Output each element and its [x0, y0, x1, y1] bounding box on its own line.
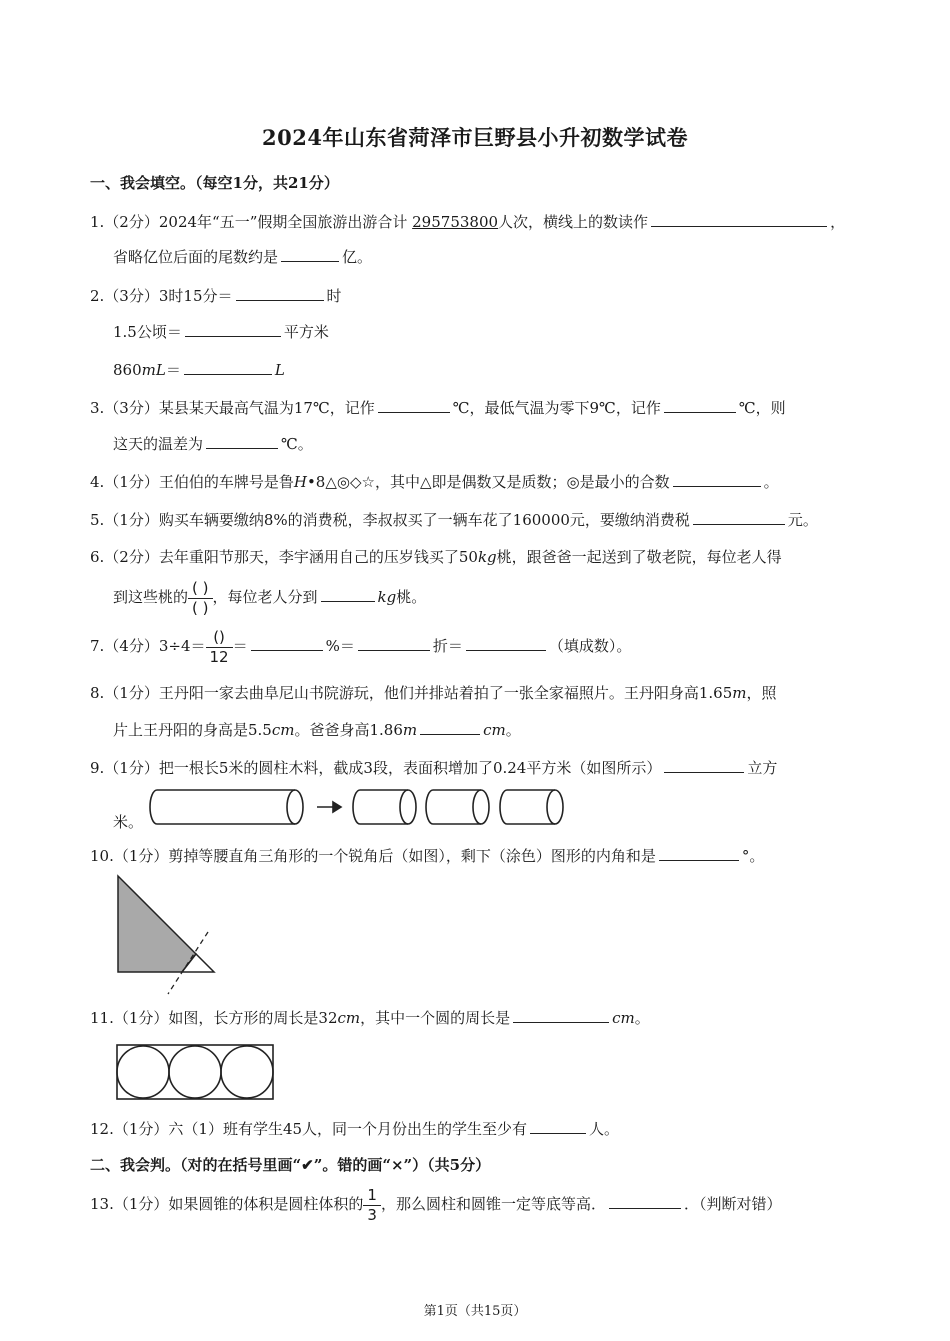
q7-answer-blank-2[interactable]	[358, 634, 430, 651]
q6-unit-kg-1: kg	[477, 548, 497, 566]
question-1-line-2	[113, 245, 372, 268]
q9-answer-blank[interactable]	[664, 756, 744, 773]
q5-text-1: 5.（1分）购买车辆要缴纳8%的消费税，李叔叔买了一辆车花了160000元，要缴纳消费税	[90, 511, 690, 529]
question-3-line-2	[113, 432, 313, 455]
question-8-line-2	[113, 718, 521, 741]
q3-text-3: ℃，则	[738, 399, 786, 417]
q2-text-2: 1.5公顷＝	[113, 323, 182, 341]
q5-end: 元。	[787, 511, 818, 529]
arrow-icon	[317, 802, 341, 812]
q7-end: （填成数）。	[548, 637, 632, 655]
page-footer: 第1页（共15页）	[423, 1304, 527, 1319]
circle-1	[117, 1046, 169, 1098]
q11-text-1: 11.（1分）如图，长方形的周长是32	[90, 1009, 338, 1027]
q11-unit-cm-1: cm	[337, 1009, 361, 1027]
question-2-line-2	[113, 320, 329, 343]
q2-text-1: 2.（3分）3时15分＝	[90, 287, 233, 305]
q2-unit-1: 时	[326, 287, 342, 305]
q8-answer-blank[interactable]	[420, 718, 480, 735]
question-11	[90, 1006, 650, 1029]
q7-answer-blank-1[interactable]	[251, 634, 323, 651]
q13-fraction	[363, 1186, 381, 1225]
q2-text-3: 860	[113, 361, 142, 379]
cylinder-cut-diagram	[145, 786, 575, 830]
section-1-heading: 一、我会填空。（每空1分，共21分）	[90, 174, 339, 192]
q11-answer-blank[interactable]	[513, 1006, 609, 1023]
question-8	[90, 682, 777, 704]
q7-frac-numerator[interactable]: ()	[206, 628, 233, 648]
q1-answer-blank-2[interactable]	[281, 245, 339, 262]
question-6	[90, 546, 782, 568]
q10-text-1: 10.（1分）剪掉等腰直角三角形的一个锐角后（如图），剩下（涂色）图形的内角和是	[90, 847, 656, 865]
q6-answer-blank[interactable]	[321, 585, 375, 602]
q8-unit-cm-1: cm	[271, 721, 295, 739]
q10-end: °。	[741, 847, 765, 865]
q8-text-2: ，照	[746, 684, 777, 702]
q7-zhe: 折＝	[432, 637, 463, 655]
q1-text-2: 人次，横线上的数读作	[498, 213, 649, 231]
q6-end: 桃。	[396, 588, 427, 606]
question-2	[90, 284, 342, 307]
q6-fraction	[188, 579, 212, 618]
q4-end: 。	[763, 473, 779, 491]
question-2-line-3	[113, 358, 285, 381]
q3-text-1: 3.（3分）某县某天最高气温为17℃，记作	[90, 399, 375, 417]
q11-end: 。	[634, 1009, 650, 1027]
short-cylinder-figure-3	[500, 790, 563, 824]
q12-answer-blank[interactable]	[530, 1117, 586, 1134]
q13-text-2: ，那么圆柱和圆锥一定等底等高．	[380, 1195, 606, 1213]
q4-text-2: •8△◎◇☆，其中△即是偶数又是质数；◎是最小的合数	[306, 473, 670, 491]
q12-text-1: 12.（1分）六（1）班有学生45人，同一个月份出生的学生至少有	[90, 1120, 528, 1138]
rectangle-circles-diagram	[116, 1044, 276, 1102]
q7-fraction	[206, 628, 233, 667]
q2-unit-ml: mL	[141, 361, 166, 379]
q8-end: 。	[505, 721, 521, 739]
q7-pct: %＝	[325, 637, 355, 655]
q8-unit-m-2: m	[402, 721, 418, 739]
q6-frac-denominator[interactable]: ( )	[192, 598, 209, 617]
q8-text-1: 8.（1分）王丹阳一家去曲阜尼山书院游玩，他们并排站着拍了一张全家福照片。王丹阳身高1.65	[90, 684, 733, 702]
q6-text-2: 桃，跟爸爸一起送到了敬老院，每位老人得	[496, 548, 782, 566]
q2-unit-l: L	[274, 361, 285, 379]
q7-text-1: 7.（4分）3÷4＝	[90, 637, 206, 655]
q7-answer-blank-3[interactable]	[466, 634, 546, 651]
q2-answer-blank-1[interactable]	[236, 284, 324, 301]
q6-text-1: 6.（2分）去年重阳节那天，李宇涵用自己的压岁钱买了50	[90, 548, 478, 566]
cut-triangle-diagram	[110, 872, 220, 998]
q2-answer-blank-2[interactable]	[185, 320, 281, 337]
q8-unit-m-1: m	[732, 684, 747, 702]
q8-unit-cm-2: cm	[483, 721, 506, 739]
q1-text-4: 亿。	[342, 248, 373, 266]
q1-number: 295753800	[412, 213, 499, 231]
q3-text-5: ℃。	[281, 435, 313, 453]
short-cylinder-figure-2	[426, 790, 489, 824]
question-3	[90, 396, 786, 419]
q3-answer-blank-1[interactable]	[378, 396, 450, 413]
q1-text-3: 省略亿位后面的尾数约是	[113, 248, 279, 266]
question-1	[90, 210, 845, 233]
q13-frac-numerator: 1	[363, 1186, 381, 1206]
q13-end: ．（判断对错）	[683, 1195, 782, 1213]
question-5	[90, 508, 818, 531]
outer-rectangle	[117, 1045, 273, 1099]
question-6-line-2	[113, 577, 426, 618]
q9-text-2: 立方	[747, 759, 778, 777]
q10-answer-blank[interactable]	[659, 844, 739, 861]
q7-frac-denominator: 12	[209, 647, 229, 666]
q7-eq: ＝	[232, 637, 248, 655]
q9-text-1: 9.（1分）把一根长5米的圆柱木料，截成3段，表面积增加了0.24平方米（如图所示）	[90, 759, 662, 777]
q12-end: 人。	[589, 1120, 620, 1138]
circle-3	[221, 1046, 273, 1098]
shaded-quadrilateral	[118, 876, 196, 972]
section-2-heading: 二、我会判。（对的在括号里画“✔”。错的画“×”）（共5分）	[90, 1156, 491, 1174]
q2-answer-blank-3[interactable]	[184, 358, 272, 375]
q6-frac-numerator[interactable]: ( )	[188, 579, 212, 599]
short-cylinder-figure-1	[353, 790, 416, 824]
q8-text-4: 。爸爸身高1.86	[294, 721, 403, 739]
q3-text-4: 这天的温差为	[113, 435, 204, 453]
q2-eq: ＝	[165, 361, 181, 379]
q3-answer-blank-2[interactable]	[664, 396, 736, 413]
question-4	[90, 470, 779, 493]
q1-end: ，	[830, 213, 846, 231]
page-title: 2024年山东省菏泽市巨野县小升初数学试卷	[262, 125, 688, 150]
q11-unit-cm-2: cm	[612, 1009, 635, 1027]
q3-answer-blank-3[interactable]	[206, 432, 278, 449]
q2-unit-2: 平方米	[283, 323, 329, 341]
q13-answer-blank[interactable]	[609, 1192, 681, 1209]
question-7	[90, 626, 631, 667]
question-10	[90, 844, 764, 867]
q6-text-4: ，每位老人分到	[212, 588, 318, 606]
q4-plate-h: H	[293, 473, 307, 491]
q11-text-2: ，其中一个圆的周长是	[360, 1009, 511, 1027]
q4-answer-blank[interactable]	[673, 470, 761, 487]
q8-text-3: 片上王丹阳的身高是5.5	[113, 721, 272, 739]
question-13	[90, 1184, 781, 1225]
q6-text-3: 到这些桃的	[113, 588, 189, 606]
question-9-line-2: 米。	[113, 813, 144, 831]
q5-answer-blank[interactable]	[693, 508, 785, 525]
question-9	[90, 756, 777, 779]
q4-text-1: 4.（1分）王伯伯的车牌号是鲁	[90, 473, 294, 491]
q13-frac-denominator: 3	[367, 1205, 377, 1224]
q6-unit-kg-2: kg	[377, 588, 397, 606]
question-12	[90, 1117, 619, 1140]
q1-text: 1.（2分）2024年“五一”假期全国旅游出游合计	[90, 213, 413, 231]
long-cylinder-figure	[150, 790, 303, 824]
q3-text-2: ℃，最低气温为零下9℃，记作	[452, 399, 661, 417]
circle-2	[169, 1046, 221, 1098]
q1-answer-blank-1[interactable]	[651, 210, 827, 227]
q13-text-1: 13.（1分）如果圆锥的体积是圆柱体积的	[90, 1195, 364, 1213]
